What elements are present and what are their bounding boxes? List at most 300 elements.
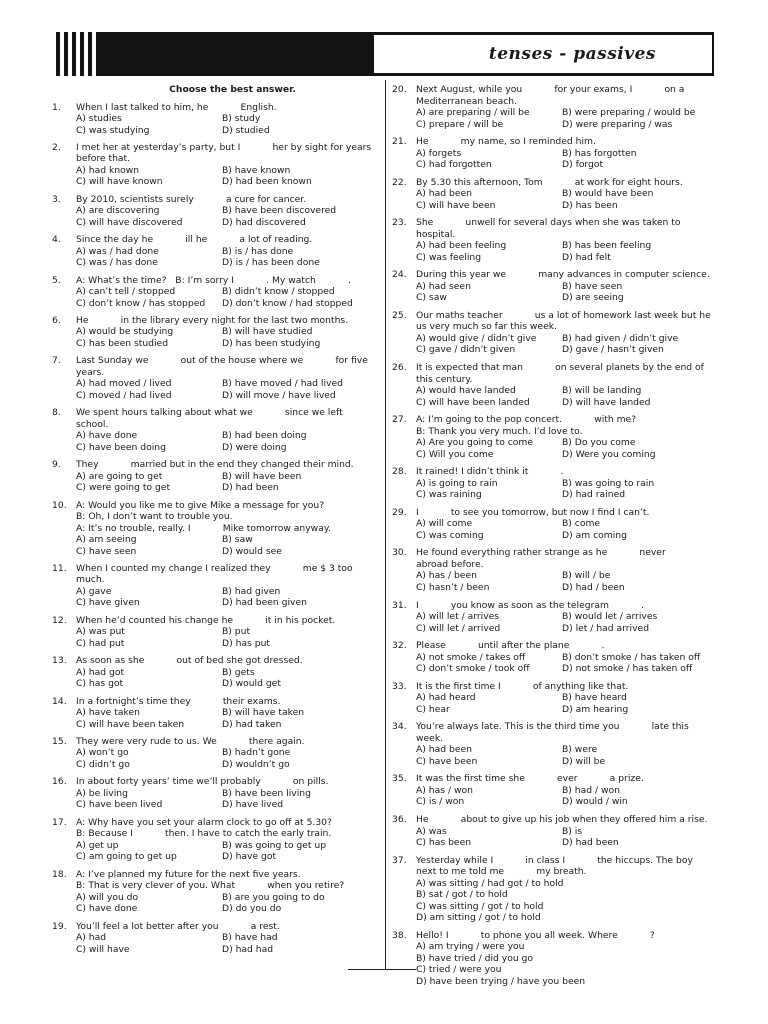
question-item <box>52 869 377 915</box>
option-a[interactable]: A) had moved / lived <box>76 378 172 390</box>
option-a[interactable]: A) is going to rain <box>416 477 498 489</box>
option-b[interactable]: B) gets <box>222 666 255 678</box>
header-stripe <box>60 32 64 76</box>
option-b[interactable]: B) have been living <box>222 787 311 799</box>
option-c[interactable]: C) had put <box>76 637 125 649</box>
question-stem: In a fortnight’s time they their exams. <box>76 695 281 707</box>
answer-options <box>416 437 716 460</box>
option-c[interactable]: C) saw <box>416 292 447 304</box>
option-d[interactable]: D) would get <box>222 678 281 690</box>
option-a[interactable]: A) have taken <box>76 707 140 719</box>
option-c[interactable]: C) will have been <box>416 199 496 211</box>
option-c[interactable]: C) have been doing <box>76 441 166 453</box>
question-stem: It rained! I didn’t think it . <box>416 466 564 478</box>
option-d[interactable]: D) had felt <box>562 251 611 263</box>
option-a[interactable]: A) studies <box>76 113 122 124</box>
question-number: 1. <box>52 101 61 113</box>
option-a[interactable]: A) get up <box>76 839 119 851</box>
answer-options <box>416 148 716 171</box>
option-a[interactable]: A) was <box>416 825 447 837</box>
option-a[interactable]: A) had been <box>416 188 472 200</box>
question-number: 16. <box>52 776 67 788</box>
option-d[interactable]: D) has been <box>562 199 618 211</box>
question-number: 13. <box>52 655 67 667</box>
option-c[interactable]: C) has been studied <box>76 337 169 349</box>
option-d[interactable]: D) had / been <box>562 581 625 593</box>
question-stem: He my name, so I reminded him. <box>416 136 596 148</box>
question-number: 10. <box>52 499 67 511</box>
option-b[interactable]: B) was going to rain <box>562 477 655 489</box>
answer-options <box>416 611 716 634</box>
question-stem: He found everything rather strange as he never abroad before. <box>416 547 698 570</box>
question-stem: Since the day he ill he a lot of reading. <box>76 234 313 246</box>
answer-options <box>76 430 377 453</box>
option-b[interactable]: B) had been doing <box>222 430 307 442</box>
option-d[interactable]: D) have got <box>222 851 277 863</box>
option-c[interactable]: C) don’t know / has stopped <box>76 297 206 309</box>
option-d[interactable]: D) studied <box>222 124 270 136</box>
question-item <box>52 817 377 863</box>
question-item <box>52 194 377 229</box>
option-a[interactable]: A) will let / arrives <box>416 611 500 623</box>
option-a[interactable]: A) gave <box>76 585 112 597</box>
page-header <box>56 32 714 76</box>
question-stem: He in the library every night for the last two months. <box>76 314 349 326</box>
question-number: 31. <box>392 599 407 611</box>
option-a[interactable]: A) has / won <box>416 784 473 796</box>
option-a[interactable]: A) was sitting / had got / to hold <box>416 877 564 889</box>
option-c[interactable]: C) tried / were you <box>416 964 502 976</box>
option-c[interactable]: C) will let / arrived <box>416 622 501 634</box>
question-stem: A: I’m going to the pop concert. with me? B: Thank you very much. I’d love to. <box>416 414 637 437</box>
question-item <box>52 234 377 269</box>
option-b[interactable]: B) will be landing <box>562 385 642 397</box>
option-a[interactable]: A) was put <box>76 626 125 638</box>
option-b[interactable]: B) have seen <box>562 280 623 292</box>
question-item <box>52 655 377 690</box>
question-stem: Please until after the plane . <box>416 640 605 652</box>
option-a[interactable]: A) be living <box>76 787 128 799</box>
question-stem: A: I’ve planned my future for the next five years. B: That is very clever of you. What when you retire? <box>76 868 345 892</box>
option-b[interactable]: B) will have been <box>222 470 302 482</box>
question-item <box>392 773 716 808</box>
question-number: 21. <box>392 136 407 148</box>
answer-options <box>76 326 377 349</box>
option-a[interactable]: A) would give / didn’t give <box>416 332 537 344</box>
question-item <box>392 309 743 356</box>
answer-options <box>76 707 377 730</box>
option-d[interactable]: D) don’t know / had stopped <box>222 297 353 309</box>
option-a[interactable]: A) had been <box>416 744 472 756</box>
question-number: 37. <box>392 854 407 866</box>
option-d[interactable]: D) had been known <box>222 176 312 188</box>
option-a[interactable]: A) are preparing / will be <box>416 107 530 118</box>
option-a[interactable]: A) had known <box>76 164 140 176</box>
option-d[interactable]: D) had rained <box>562 489 626 501</box>
question-item <box>52 500 377 558</box>
option-b[interactable]: B) will have studied <box>222 326 313 338</box>
option-b[interactable]: B) is / has done <box>222 245 294 257</box>
option-b[interactable]: B) study <box>222 113 261 124</box>
option-d[interactable]: D) had had <box>222 943 274 955</box>
question-item <box>392 136 716 171</box>
option-c[interactable]: C) will have been taken <box>76 718 185 730</box>
option-d[interactable]: D) has put <box>222 637 270 649</box>
option-a[interactable]: A) have done <box>76 430 138 442</box>
question-stem: A: What’s the time? B: I’m sorry I . My watch . <box>76 274 351 286</box>
option-d[interactable]: D) had been <box>562 837 619 848</box>
question-stem: I you know as soon as the telegram . <box>416 599 644 611</box>
option-b[interactable]: B) put <box>222 626 251 638</box>
question-stem: It is the first time I of anything like that. <box>416 680 629 692</box>
option-a[interactable]: A) had got <box>76 666 125 678</box>
option-c[interactable]: C) were going to get <box>76 482 171 494</box>
option-c[interactable]: C) will have been landed <box>416 396 530 408</box>
question-stem: Next August, while you for your exams, I on a Mediterranean beach. <box>416 84 688 107</box>
question-number: 28. <box>392 466 407 478</box>
option-d[interactable]: D) gave / hasn’t given <box>562 344 664 356</box>
question-number: 9. <box>52 459 61 471</box>
option-d[interactable]: D) do you do <box>222 903 282 915</box>
option-c[interactable]: C) gave / didn’t given <box>416 344 516 356</box>
question-stem: Hello! I to phone you all week. Where ? <box>416 929 655 941</box>
option-d[interactable]: D) have lived <box>222 799 284 811</box>
answer-options <box>416 941 716 987</box>
option-c[interactable]: C) hear <box>416 703 450 715</box>
option-d[interactable]: D) am sitting / got / to hold <box>416 912 541 924</box>
question-number: 7. <box>52 355 61 367</box>
question-stem: You’ll feel a lot better after you a rest. <box>76 920 280 932</box>
option-b[interactable]: B) was going to get up <box>222 839 327 851</box>
option-c[interactable]: C) had forgotten <box>416 159 492 171</box>
option-d[interactable]: D) had taken <box>222 718 282 730</box>
option-c[interactable]: C) have done <box>76 903 138 915</box>
option-b[interactable]: B) are you going to do <box>222 891 325 903</box>
question-item <box>392 466 716 501</box>
option-b[interactable]: B) will / be <box>562 570 611 582</box>
option-d[interactable]: D) will be <box>562 755 606 767</box>
option-d[interactable]: D) have been trying / have you been <box>416 975 586 987</box>
question-stem: I to see you tomorrow, but now I find I can’t. <box>416 506 650 518</box>
question-stem: Yesterday while I in class I the hiccups. The boy next to me told me my breath. <box>416 854 696 878</box>
question-number: 6. <box>52 314 61 326</box>
column-divider <box>385 80 386 970</box>
question-item <box>52 615 377 650</box>
answer-options <box>416 744 716 767</box>
question-number: 11. <box>52 562 67 574</box>
question-item <box>392 217 716 263</box>
option-a[interactable]: A) was / had done <box>76 245 159 257</box>
question-number: 26. <box>392 362 407 374</box>
question-stem: When he’d counted his change he it in his pocket. <box>76 614 336 626</box>
option-c[interactable]: C) have seen <box>76 545 137 557</box>
option-b[interactable]: B) have heard <box>562 692 627 704</box>
answer-options <box>76 667 377 690</box>
answer-options <box>416 107 716 130</box>
option-d[interactable]: D) had been <box>222 482 279 494</box>
question-number: 3. <box>52 193 61 205</box>
option-c[interactable]: C) has been <box>416 837 472 848</box>
option-b[interactable]: B) has forgotten <box>562 147 637 159</box>
answer-options <box>416 385 716 408</box>
option-a[interactable]: A) had <box>76 932 107 944</box>
option-b[interactable]: B) didn’t know / stopped <box>222 286 335 298</box>
question-item <box>392 600 716 635</box>
option-c[interactable]: C) is / won <box>416 796 465 808</box>
question-stem: A: Would you like me to give Mike a message for you? B: Oh, I don’t want to trouble you. A: It’s no trouble, really. I Mike tomorrow anyway. <box>76 499 331 534</box>
answer-options <box>76 534 377 557</box>
option-c[interactable]: C) will have known <box>76 176 163 188</box>
question-number: 19. <box>52 920 67 932</box>
option-b[interactable]: B) had / won <box>562 784 620 796</box>
option-a[interactable]: A) had seen <box>416 280 471 292</box>
option-d[interactable]: D) were preparing / was <box>562 118 673 130</box>
option-b[interactable]: B) don’t smoke / has taken off <box>562 651 701 663</box>
question-stem: You’re always late. This is the third time you late this week. <box>416 721 692 744</box>
answer-options <box>76 113 377 136</box>
answer-options <box>76 205 377 228</box>
option-b[interactable]: B) had given / didn’t give <box>562 332 679 344</box>
question-stem: We spent hours talking about what we since we left school. <box>76 407 346 430</box>
option-b[interactable]: B) have been discovered <box>222 205 337 217</box>
question-stem: He about to give up his job when they offered him a rise. <box>416 814 708 825</box>
option-c[interactable]: C) prepare / will be <box>416 118 504 130</box>
question-item <box>392 814 716 849</box>
option-a[interactable]: A) Are you going to come <box>416 437 534 449</box>
option-c[interactable]: C) moved / had lived <box>76 389 172 401</box>
option-d[interactable]: D) am coming <box>562 529 627 541</box>
question-number: 32. <box>392 640 407 652</box>
answer-options <box>76 626 377 649</box>
option-c[interactable]: C) have given <box>76 597 140 609</box>
question-item <box>392 721 716 767</box>
answer-options <box>76 586 377 609</box>
question-stem: By 2010, scientists surely a cure for cancer. <box>76 193 307 205</box>
option-d[interactable]: D) had discovered <box>222 216 306 228</box>
answer-options <box>76 246 377 269</box>
option-a[interactable]: A) would be studying <box>76 326 174 338</box>
question-item <box>52 563 377 609</box>
question-number: 33. <box>392 680 407 692</box>
header-stripe <box>68 32 72 76</box>
answer-options <box>416 478 716 501</box>
answer-options <box>76 892 377 915</box>
header-stripe <box>92 32 96 76</box>
option-b[interactable]: B) hadn’t gone <box>222 747 291 759</box>
instructions: Choose the best answer. <box>169 84 296 95</box>
question-number: 29. <box>392 506 407 518</box>
option-d[interactable]: D) not smoke / has taken off <box>562 663 693 675</box>
option-d[interactable]: D) are seeing <box>562 292 624 304</box>
option-b[interactable]: B) had given <box>222 585 281 597</box>
question-stem: A: Why have you set your alarm clock to go off at 5.30? B: Because I then. I have to catch the early train. <box>76 816 332 840</box>
option-c[interactable]: C) was studying <box>76 124 150 136</box>
option-d[interactable]: D) let / had arrived <box>562 622 650 634</box>
option-d[interactable]: D) would see <box>222 545 282 557</box>
answer-options <box>416 240 716 263</box>
answer-options <box>416 692 716 715</box>
option-d[interactable]: D) will move / have lived <box>222 389 336 401</box>
option-d[interactable]: D) will have landed <box>562 396 651 408</box>
question-item <box>392 507 716 542</box>
option-b[interactable]: B) come <box>562 518 601 530</box>
question-item <box>392 930 716 988</box>
option-d[interactable]: D) had been given <box>222 597 307 609</box>
option-a[interactable]: A) will you do <box>76 891 139 903</box>
question-number: 5. <box>52 274 61 286</box>
question-number: 17. <box>52 816 67 828</box>
question-number: 27. <box>392 414 407 426</box>
option-d[interactable]: D) has been studying <box>222 337 321 349</box>
question-number: 15. <box>52 735 67 747</box>
option-a[interactable]: A) forgets <box>416 147 462 159</box>
option-c[interactable]: C) will have <box>76 943 130 955</box>
question-item <box>392 269 716 304</box>
answer-options <box>76 165 377 188</box>
question-number: 22. <box>392 176 407 188</box>
right-column <box>392 84 743 993</box>
answer-options <box>76 471 377 494</box>
option-a[interactable]: A) won’t go <box>76 747 129 759</box>
question-item <box>392 177 716 212</box>
option-d[interactable]: D) were doing <box>222 441 287 453</box>
question-stem: It was the first time she ever a prize. <box>416 773 644 785</box>
question-item <box>392 362 716 408</box>
option-b[interactable]: B) will have taken <box>222 707 305 719</box>
question-item <box>392 547 716 593</box>
option-a[interactable]: A) can’t tell / stopped <box>76 286 176 298</box>
option-c[interactable]: C) am going to get up <box>76 851 177 863</box>
answer-options <box>416 518 716 541</box>
option-c[interactable]: C) don’t smoke / took off <box>416 663 530 675</box>
option-c[interactable]: C) will have discovered <box>76 216 183 228</box>
option-c[interactable]: C) hasn’t / been <box>416 581 490 593</box>
option-b[interactable]: B) have moved / had lived <box>222 378 343 390</box>
option-b[interactable]: B) have known <box>222 164 291 176</box>
option-d[interactable]: D) is / has been done <box>222 257 320 269</box>
question-number: 38. <box>392 929 407 941</box>
answer-options <box>416 785 716 808</box>
option-a[interactable]: A) am trying / were you <box>416 941 525 953</box>
option-c[interactable]: C) was / has done <box>76 257 158 269</box>
question-number: 25. <box>392 309 407 321</box>
option-b[interactable]: B) were <box>562 744 598 756</box>
question-item <box>392 640 716 675</box>
option-a[interactable]: A) will come <box>416 518 473 530</box>
question-stem: Last Sunday we out of the house where we for five years. <box>76 355 371 378</box>
option-c[interactable]: C) was coming <box>416 529 484 541</box>
option-c[interactable]: C) has got <box>76 678 124 690</box>
option-c[interactable]: C) was feeling <box>416 251 482 263</box>
question-number: 24. <box>392 269 407 281</box>
question-number: 18. <box>52 868 67 880</box>
option-a[interactable]: A) not smoke / takes off <box>416 651 526 663</box>
question-number: 35. <box>392 773 407 785</box>
answer-options <box>76 747 377 770</box>
question-stem: I met her at yesterday’s party, but I her by sight for years before that. <box>76 141 375 165</box>
option-c[interactable]: C) have been <box>416 755 478 767</box>
option-d[interactable]: D) Were you coming <box>562 448 656 460</box>
option-c[interactable]: C) didn’t go <box>76 758 130 770</box>
question-item <box>52 696 377 731</box>
option-b[interactable]: B) sat / got / to hold <box>416 889 508 901</box>
answer-options <box>416 826 716 849</box>
option-b[interactable]: B) were preparing / would be <box>562 107 696 118</box>
option-a[interactable]: A) am seeing <box>76 534 137 546</box>
question-number: 20. <box>392 84 407 95</box>
question-stem: She unwell for several days when she was taken to hospital. <box>416 217 684 240</box>
option-b[interactable]: B) would have been <box>562 188 654 200</box>
option-a[interactable]: A) had been feeling <box>416 240 507 252</box>
option-a[interactable]: A) are going to get <box>76 470 163 482</box>
option-a[interactable]: A) has / been <box>416 570 477 582</box>
option-d[interactable]: D) would / win <box>562 796 628 808</box>
question-stem: When I last talked to him, he English. <box>76 101 277 113</box>
option-a[interactable]: A) had heard <box>416 692 476 704</box>
option-c[interactable]: C) have been lived <box>76 799 163 811</box>
header-stripe <box>76 32 80 76</box>
option-b[interactable]: B) would let / arrives <box>562 611 658 623</box>
answer-options <box>76 286 377 309</box>
question-item <box>52 275 377 310</box>
option-d[interactable]: D) wouldn’t go <box>222 758 290 770</box>
option-b[interactable]: B) have had <box>222 932 278 944</box>
question-number: 14. <box>52 695 67 707</box>
option-b[interactable]: B) have tried / did you go <box>416 952 534 964</box>
option-d[interactable]: D) am hearing <box>562 703 629 715</box>
question-item <box>52 921 377 956</box>
question-stem: When I counted my change I realized they me $ 3 too much. <box>76 562 356 586</box>
answer-options <box>416 281 716 304</box>
option-a[interactable]: A) would have landed <box>416 385 516 397</box>
option-d[interactable]: D) forgot <box>562 159 604 171</box>
question-item <box>392 414 716 460</box>
question-item <box>52 459 377 494</box>
question-stem: In about forty years’ time we’ll probably on pills. <box>76 776 329 788</box>
answer-options <box>416 652 716 675</box>
answer-options <box>76 378 377 401</box>
answer-options <box>416 570 716 593</box>
question-stem: As soon as she out of bed she got dressed. <box>76 655 303 667</box>
question-stem: Our maths teacher us a lot of homework last week but he us very much so far this week. <box>416 309 743 333</box>
question-number: 23. <box>392 217 407 229</box>
option-b[interactable]: B) Do you come <box>562 437 636 449</box>
question-number: 36. <box>392 814 407 825</box>
header-stripe <box>84 32 88 76</box>
option-a[interactable]: A) are discovering <box>76 205 160 217</box>
question-item <box>52 315 377 350</box>
question-number: 12. <box>52 614 67 626</box>
answer-options <box>416 878 716 924</box>
question-stem: During this year we many advances in computer science. <box>416 269 710 281</box>
question-number: 2. <box>52 141 61 153</box>
question-number: 8. <box>52 407 61 419</box>
option-b[interactable]: B) saw <box>222 534 253 546</box>
option-c[interactable]: C) was sitting / got / to hold <box>416 900 544 912</box>
option-b[interactable]: B) is <box>562 825 583 837</box>
question-item <box>392 855 716 924</box>
option-c[interactable]: C) Will you come <box>416 448 494 460</box>
answer-options <box>76 840 377 863</box>
question-item <box>52 407 377 453</box>
question-stem: They were very rude to us. We there again. <box>76 735 305 747</box>
question-stem: It is expected that man on several planets by the end of this century. <box>416 362 707 385</box>
answer-options <box>416 188 716 211</box>
option-c[interactable]: C) was raining <box>416 489 482 501</box>
answer-options <box>76 788 377 811</box>
question-stem: By 5.30 this afternoon, Tom at work for eight hours. <box>416 176 683 188</box>
option-b[interactable]: B) has been feeling <box>562 240 652 252</box>
